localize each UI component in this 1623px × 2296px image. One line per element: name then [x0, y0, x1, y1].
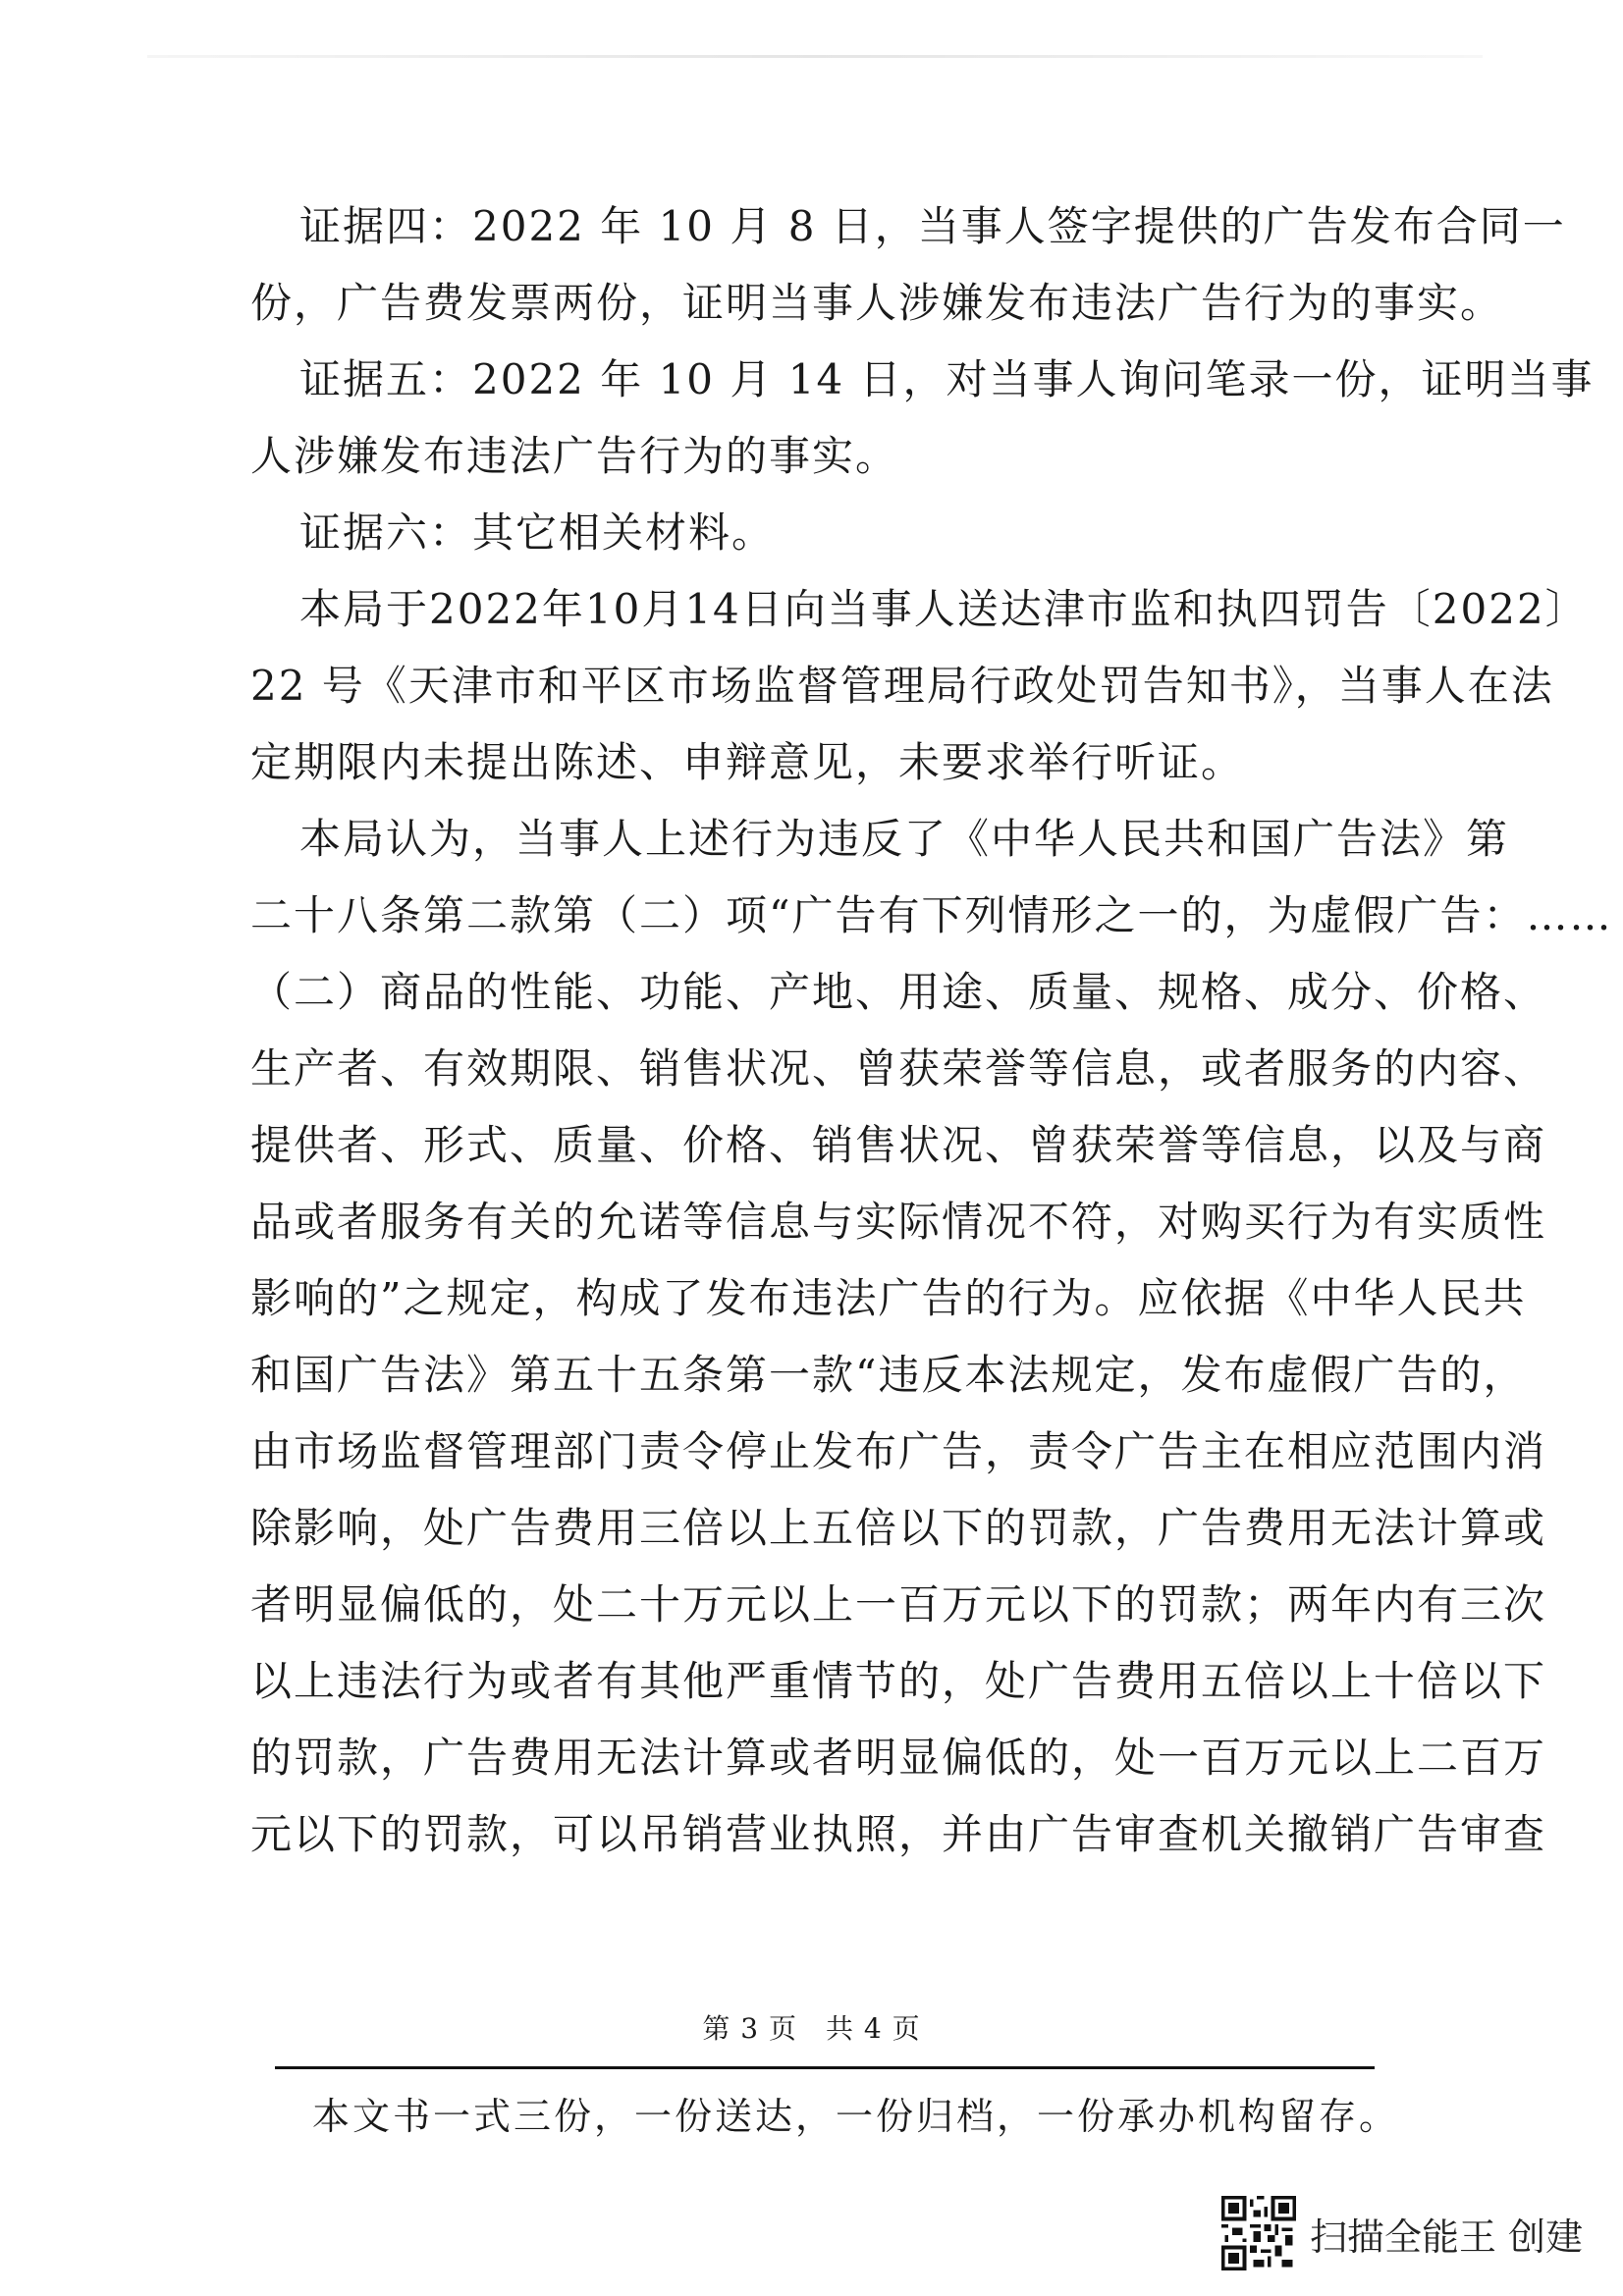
- text-line: 本局认为，当事人上述行为违反了《中华人民共和国广告法》第: [299, 815, 1510, 863]
- text-line: 二十八条第二款第（二）项“广告有下列情形之一的，为虚假广告：……: [250, 891, 1613, 939]
- text-line: 者明显偏低的，处二十万元以上一百万元以下的罚款；两年内有三次: [250, 1580, 1547, 1629]
- text-line: 生产者、有效期限、销售状况、曾获荣誉等信息，或者服务的内容、: [250, 1044, 1547, 1093]
- text-line: 本局于2022年10月14日向当事人送达津市监和执四罚告〔2022〕: [299, 585, 1589, 633]
- document-body: [250, 188, 1613, 1873]
- scan-edge-shadow: [147, 55, 1483, 58]
- text-line: （二）商品的性能、功能、产地、用途、质量、规格、成分、价格、: [250, 968, 1547, 1016]
- text-line: 的罚款，广告费用无法计算或者明显偏低的，处一百万元以上二百万: [250, 1734, 1547, 1782]
- watermark-text: 扫描全能王 创建: [1310, 2215, 1584, 2259]
- text-line: 22 号《天津市和平区市场监督管理局行政处罚告知书》，当事人在法: [250, 662, 1554, 710]
- text-line: 品或者服务有关的允诺等信息与实际情况不符，对购买行为有实质性: [250, 1198, 1547, 1246]
- text-line: 份，广告费发票两份，证明当事人涉嫌发布违法广告行为的事实。: [250, 279, 1504, 327]
- text-line: 元以下的罚款，可以吊销营业执照，并由广告审查机关撤销广告审查: [250, 1810, 1547, 1858]
- text-line: 证据六：其它相关材料。: [299, 508, 776, 557]
- qr-code-icon: [1221, 2196, 1296, 2270]
- text-line: 人涉嫌发布违法广告行为的事实。: [250, 432, 899, 480]
- scanner-watermark: [1221, 2196, 1583, 2270]
- text-line: 和国广告法》第五十五条第一款“违反本法规定，发布虚假广告的，: [250, 1351, 1527, 1399]
- text-line: 由市场监督管理部门责令停止发布广告，责令广告主在相应范围内消: [250, 1427, 1547, 1475]
- text-line: 影响的”之规定，构成了发布违法广告的行为。应依据《中华人民共: [250, 1274, 1527, 1322]
- text-line: 证据五：2022 年 10 月 14 日，对当事人询问笔录一份，证明当事: [299, 355, 1595, 403]
- page-number: 第 3 页 共 4 页: [702, 2012, 921, 2045]
- text-line: 除影响，处广告费用三倍以上五倍以下的罚款，广告费用无法计算或: [250, 1504, 1547, 1552]
- text-line: 定期限内未提出陈述、申辩意见，未要求举行听证。: [250, 738, 1245, 786]
- copies-note: 本文书一式三份，一份送达，一份归档，一份承办机构留存。: [312, 2095, 1400, 2138]
- text-line: 证据四：2022 年 10 月 8 日，当事人签字提供的广告发布合同一: [299, 202, 1566, 250]
- text-line: 以上违法行为或者有其他严重情节的，处广告费用五倍以上十倍以下: [250, 1657, 1547, 1705]
- text-line: 提供者、形式、质量、价格、销售状况、曾获荣誉等信息，以及与商: [250, 1121, 1547, 1169]
- footer-divider: [275, 2066, 1375, 2069]
